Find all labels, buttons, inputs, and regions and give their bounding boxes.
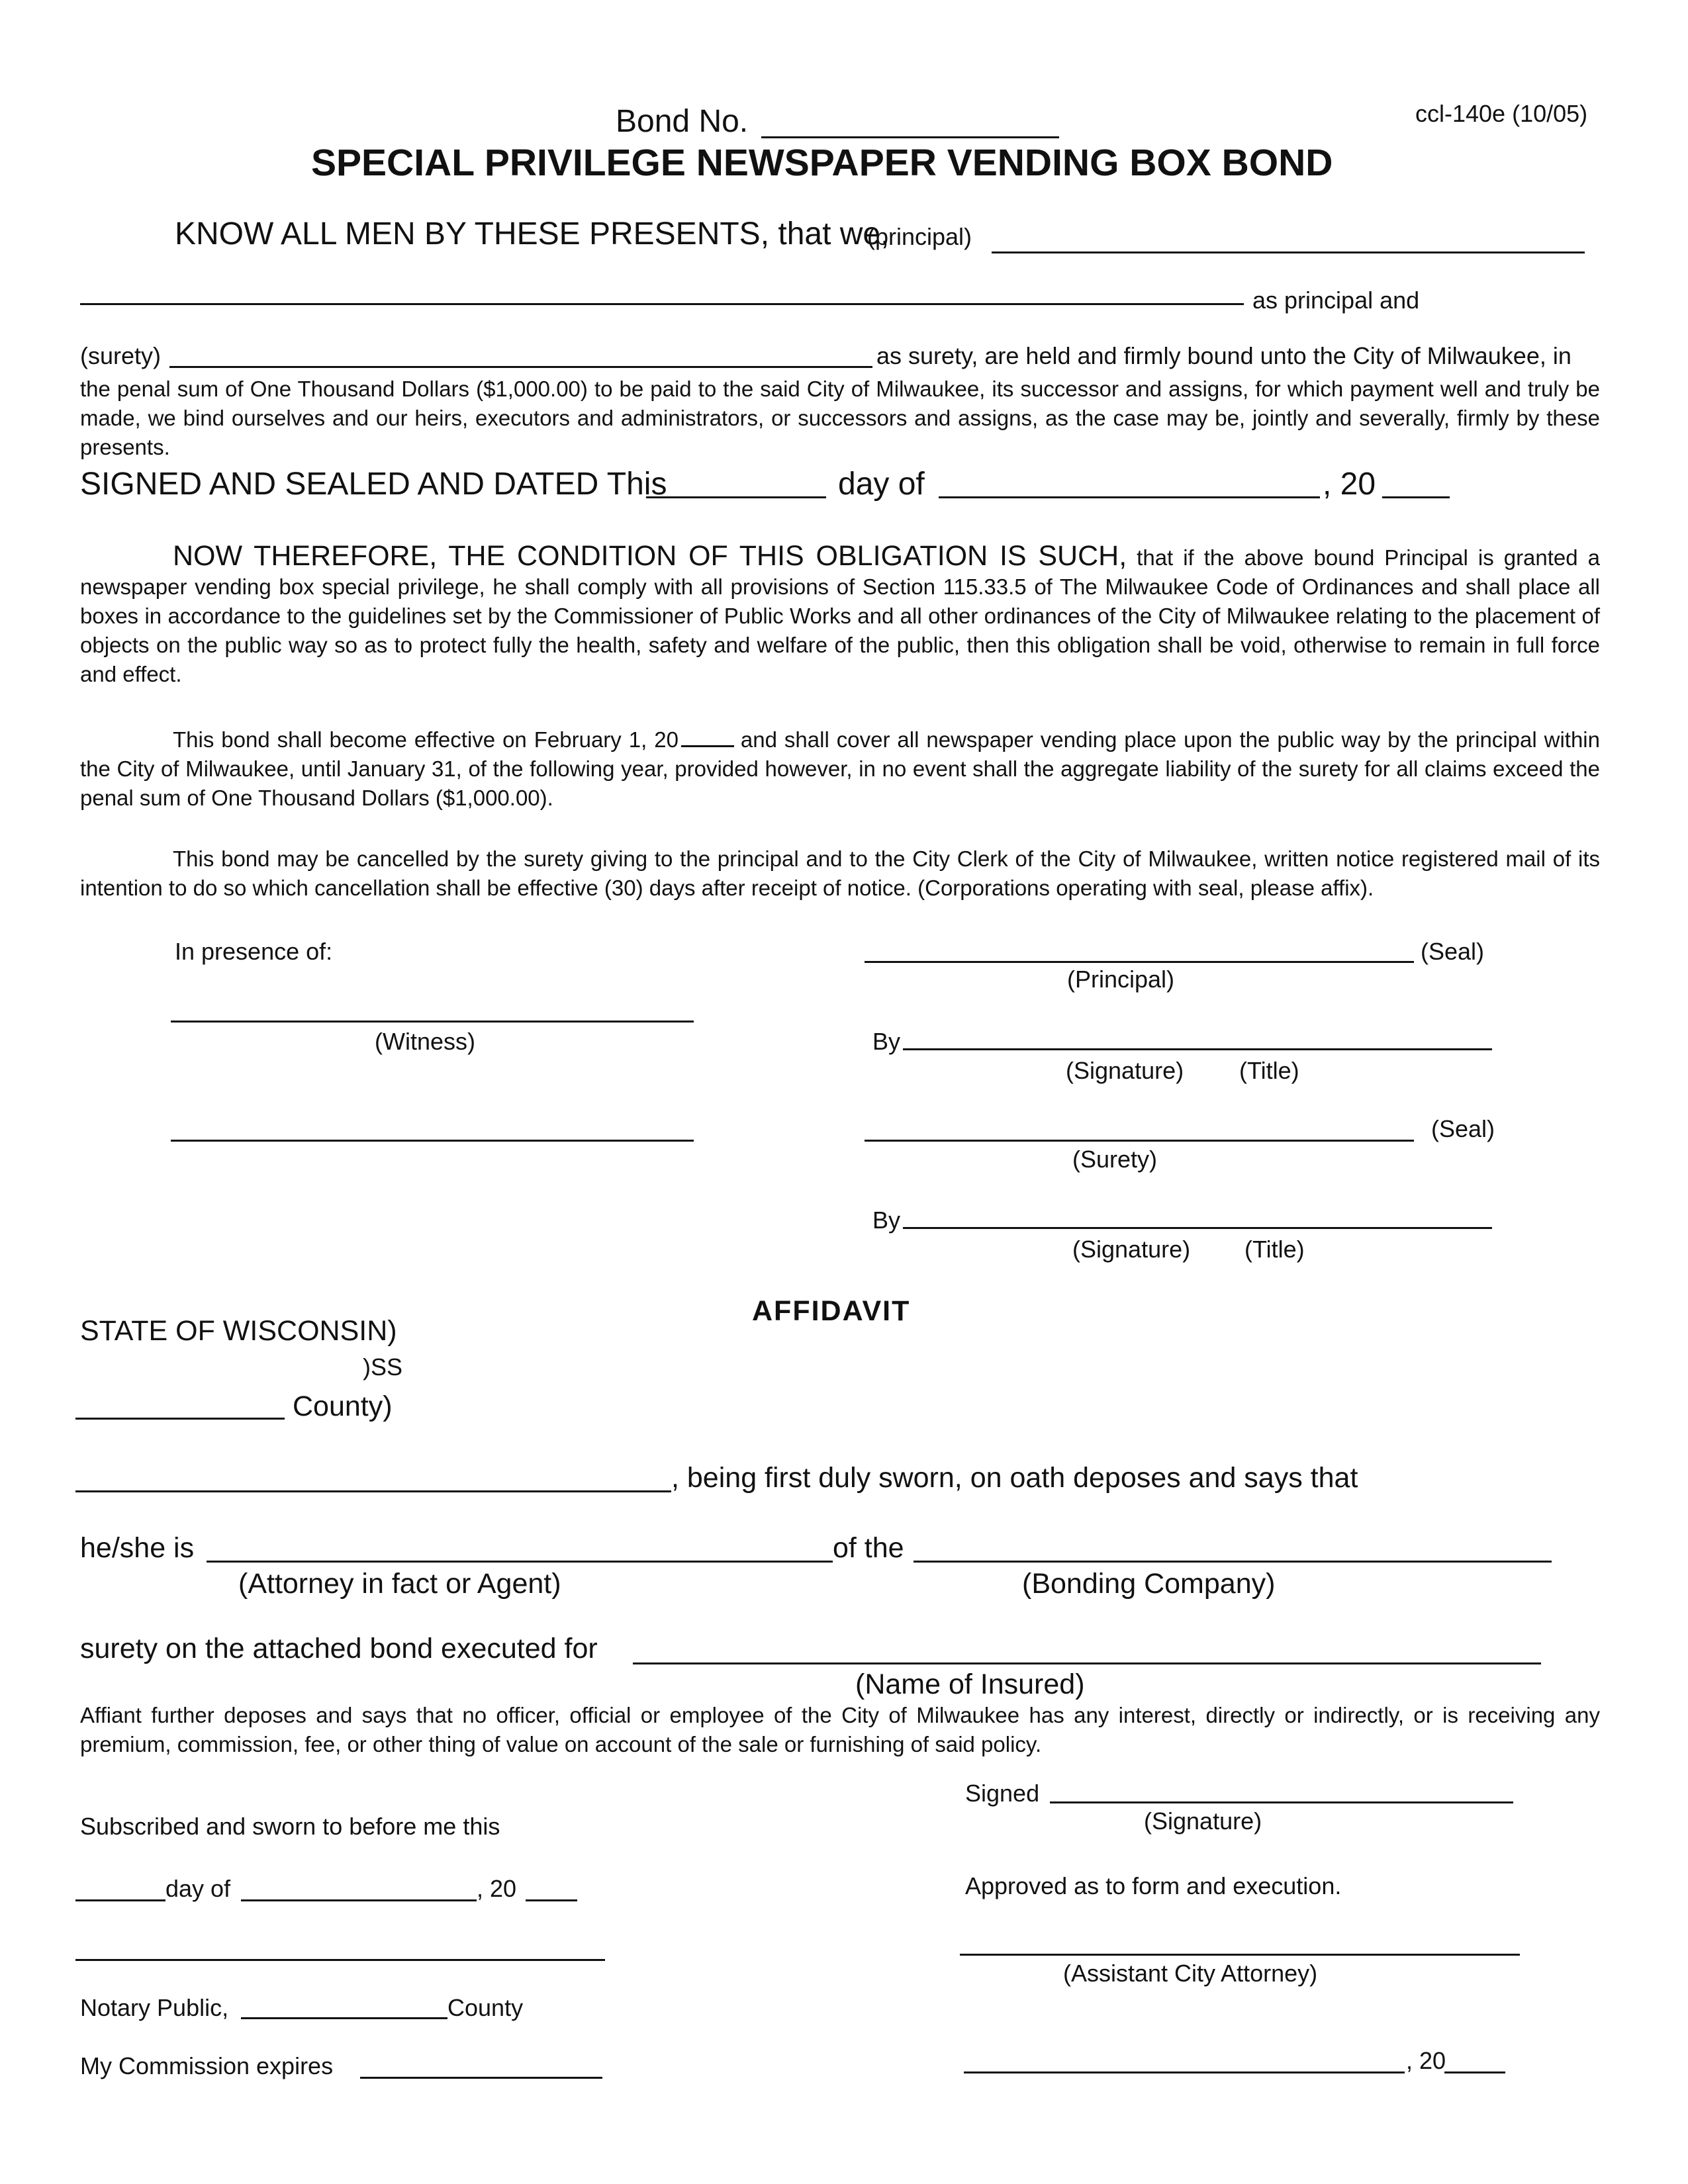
sworn-month-field[interactable] — [241, 1899, 477, 1901]
attorney-field[interactable] — [207, 1561, 833, 1563]
principal-signature-field[interactable] — [865, 961, 1414, 963]
sworn-day-of: day of — [165, 1875, 231, 1902]
of-the: of the — [833, 1532, 904, 1564]
notary-county-field[interactable] — [241, 2017, 447, 2019]
signed-day-field[interactable] — [646, 496, 826, 498]
sworn-day-field[interactable] — [75, 1899, 165, 1901]
heshe-is: he/she is — [80, 1532, 195, 1564]
surety-tag: (surety) — [80, 342, 162, 369]
sworn-text: , being first duly sworn, on oath deposes and says that — [671, 1462, 1358, 1494]
commission-date-field[interactable] — [360, 2077, 602, 2079]
seal-label-1: (Seal) — [1421, 938, 1485, 965]
surety-on-text: surety on the attached bond executed for — [80, 1633, 598, 1664]
affiant-name-field[interactable] — [75, 1490, 671, 1492]
insured-name-field[interactable] — [633, 1662, 1541, 1664]
asst-attorney-signature-field[interactable] — [960, 1954, 1520, 1956]
surety-signature-field[interactable] — [865, 1140, 1414, 1142]
signature-caption-1: (Signature) — [1066, 1057, 1184, 1084]
affiant-signature-field[interactable] — [1050, 1801, 1513, 1803]
surety-line-rest: as surety, are held and firmly bound unto the City of Milwaukee, in — [876, 342, 1571, 369]
effective-text-a: This bond shall become effective on February 1, 20 — [173, 727, 679, 752]
bond-no-field[interactable] — [761, 136, 1059, 138]
signature-caption-2: (Signature) — [1072, 1236, 1191, 1263]
cancel-paragraph: This bond may be cancelled by the surety giving to the principal and to the City Clerk of the City of Milwaukee, written notice registered mail of its intention to do so which cancellation shall be effective (30) days after receipt of notice. (Corporations operating with seal, please affix). — [80, 846, 1600, 900]
by-label-2: By — [872, 1206, 901, 1234]
principal-by-field[interactable] — [903, 1048, 1492, 1050]
attorney-caption: (Attorney in fact or Agent) — [238, 1568, 561, 1600]
witness-signature-field-2[interactable] — [171, 1140, 694, 1142]
surety-by-field[interactable] — [903, 1227, 1492, 1229]
notary-public-label: Notary Public, — [80, 1994, 229, 2021]
by-label-1: By — [872, 1028, 901, 1055]
signed-month-field[interactable] — [939, 496, 1320, 498]
witness-caption: (Witness) — [375, 1028, 475, 1055]
witness-signature-field-1[interactable] — [171, 1021, 694, 1023]
sworn-year-prefix: , 20 — [477, 1875, 517, 1902]
affiant-signature-caption: (Signature) — [1144, 1807, 1262, 1835]
approval-date-field[interactable] — [964, 2071, 1405, 2073]
ss-label: )SS — [363, 1353, 403, 1381]
asst-attorney-caption: (Assistant City Attorney) — [1063, 1960, 1318, 1987]
surety-name-field[interactable] — [169, 366, 872, 368]
penal-sum-paragraph: the penal sum of One Thousand Dollars ($1,000.00) to be paid to the said City of Milwaukee, its successor and assigns, for which payment well and truly be made, we bind ourselves and our heirs, executors and administrators, or successors and assigns, as the case may be, jointly and severally, firmly by these presents. — [80, 377, 1600, 459]
approved-text: Approved as to form and execution. — [965, 1872, 1342, 1899]
page-title: SPECIAL PRIVILEGE NEWSPAPER VENDING BOX BOND — [311, 142, 1333, 184]
condition-text: that if the above bound Principal is granted a newspaper vending box special privilege, he shall comply with all provisions of Section 115.33.5 of The Milwaukee Code of Ordinances and shall place all boxes in accordance to the guidelines set by the Commissioner of Public Works and all other ordinances of the City of Milwaukee relating to the placement of objects on the public way so as to protect fully the health, safety and welfare of the public, then this obligation shall be void, otherwise to remain in full force and effect. — [80, 545, 1600, 686]
effective-text-b: and shall cover all newspaper vending place upon the public way by the principal within the City of Milwaukee, until January 31, of the following year, provided however, in no event shall the aggregate liability of the surety for all claims exceed the penal sum of One Thousand Dollars ($1,000.00). — [80, 727, 1600, 810]
affiant-paragraph: Affiant further deposes and says that no officer, official or employee of the City of Milwaukee has any interest, directly or indirectly, or is receiving any premium, commission, fee, or other thing of value on account of the sale or furnishing of said policy. — [80, 1703, 1600, 1756]
approval-year-prefix: , 20 — [1406, 2047, 1446, 2074]
know-all-text: KNOW ALL MEN BY THESE PRESENTS, that we, — [175, 216, 890, 251]
notary-county-label: County — [447, 1994, 524, 2021]
surety-caption: (Surety) — [1072, 1146, 1158, 1173]
bonding-company-field[interactable] — [914, 1561, 1552, 1563]
principal-name-field[interactable] — [992, 251, 1585, 253]
signed-label: Signed — [965, 1780, 1040, 1807]
effective-paragraph — [80, 725, 1600, 813]
title-caption-2: (Title) — [1244, 1236, 1305, 1263]
bonding-caption: (Bonding Company) — [1022, 1568, 1276, 1600]
notary-signature-field[interactable] — [75, 1959, 605, 1961]
signed-sealed-text: SIGNED AND SEALED AND DATED This — [80, 467, 667, 502]
subscribed-text: Subscribed and sworn to before me this — [80, 1813, 500, 1840]
condition-paragraph — [80, 541, 1600, 689]
sworn-year-field[interactable] — [526, 1899, 577, 1901]
commission-label: My Commission expires — [80, 2052, 334, 2079]
state-of-wisconsin: STATE OF WISCONSIN) — [80, 1315, 397, 1347]
effective-year-field[interactable] — [681, 728, 734, 747]
condition-lead: NOW THEREFORE, THE CONDITION OF THIS OBLIGATION IS SUCH, — [173, 540, 1127, 572]
approval-year-field[interactable] — [1444, 2071, 1505, 2073]
county-label: County) — [293, 1390, 393, 1422]
signed-day-of: day of — [838, 467, 925, 502]
seal-label-2: (Seal) — [1431, 1115, 1495, 1142]
as-principal-and: as principal and — [1252, 287, 1420, 314]
signed-year-field[interactable] — [1382, 496, 1450, 498]
principal-name-field-2[interactable] — [80, 303, 1244, 305]
insured-caption: (Name of Insured) — [855, 1668, 1085, 1700]
principal-caption: (Principal) — [1067, 966, 1175, 993]
signed-year-prefix: , 20 — [1323, 467, 1376, 502]
title-caption-1: (Title) — [1239, 1057, 1299, 1084]
affidavit-heading: AFFIDAVIT — [752, 1295, 911, 1327]
principal-tag: (principal) — [867, 223, 972, 250]
bond-no-label: Bond No. — [616, 104, 749, 139]
county-field[interactable] — [75, 1418, 285, 1420]
form-code: ccl-140e (10/05) — [1415, 100, 1588, 127]
in-presence-of: In presence of: — [175, 938, 333, 965]
